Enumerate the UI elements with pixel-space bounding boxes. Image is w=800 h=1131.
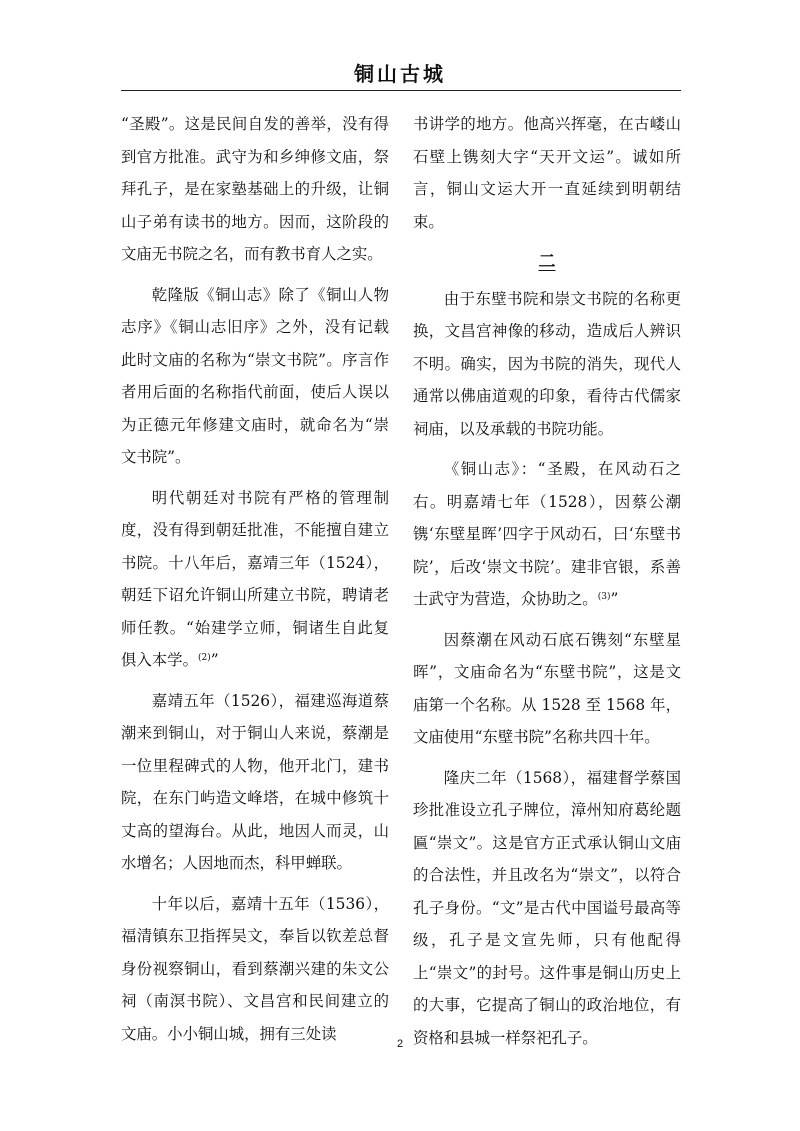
left-column — [121, 108, 389, 1058]
paragraph: 隆庆二年（1568），福建督学蔡国珍批准设立孔子牌位，漳州知府葛纶题匾“崇文”。这是官方正式承认铜山文庙的合法性，并且改名为“崇文”，以符合孔子身份。“文”是古代中国谥号最高等级，孔子是文宣先师，只有他配得上“崇文”的封号。这件事是铜山历史上的大事，它提高了铜山的政治地位，有资格和县城一样祭祀孔子。 — [413, 768, 681, 1047]
paragraph: 乾隆版《铜山志》除了《铜山人物志序》《铜山志旧序》之外，没有记载此时文庙的名称为“崇文书院”。序言作者用后面的名称指代前面，使后人误以为正德元年修建文庙时，就命名为“崇文书院”。 — [121, 285, 389, 466]
paragraph: 由于东壁书院和崇文书院的名称更换，文昌宫神像的移动，造成后人辨识不明。确实，因为书院的消失，现代人通常以佛庙道观的印象，看待古代儒家祠庙，以及承载的书院功能。 — [413, 289, 681, 438]
right-column — [413, 108, 681, 1062]
paragraph-text: 明代朝廷对书院有严格的管理制度，没有得到朝廷批准，不能擅自建立书院。十八年后，嘉靖三年（1524），朝廷下诏允许铜山所建立书院，聘请老师任教。“始建学立师，铜诸生自此复俱入本学。 — [121, 488, 389, 669]
closing-quote: ” — [210, 651, 219, 669]
paragraph-text: 《铜山志》：“圣殿，在风动石之右。明嘉靖七年（1528），因蔡公潮镌‘东壁星晖’四字于风动石，曰‘东壁书院’，后改‘崇文书院’。建非官银，系善士武守为营造，众协助之。 — [413, 460, 681, 608]
paragraph — [121, 482, 389, 677]
page-number: 2 — [396, 1038, 404, 1050]
closing-quote: ” — [610, 590, 619, 608]
paragraph: 书讲学的地方。他高兴挥毫，在古嵝山石壁上镌刻大字“天开文运”。诚如所言，铜山文运大开一直延续到明朝结束。 — [413, 115, 681, 231]
footnote-marker: (3) — [597, 592, 611, 602]
paragraph: 因蔡潮在风动石底石镌刻“东壁星晖”，文庙命名为“东壁书院”，这是文庙第一个名称。从 1528 至 1568 年，文庙使用“东壁书院”名称共四十年。 — [413, 630, 681, 746]
paragraph: “圣殿”。这是民间自发的善举，没有得到官方批准。武守为和乡绅修文庙，祭拜孔子，是在家塾基础上的升级，让铜山子弟有读书的地方。因而，这阶段的文庙无书院之名，而有教书育人之实。 — [121, 115, 389, 263]
paragraph: 十年以后，嘉靖十五年（1536），福清镇东卫指挥吴文，奉旨以钦差总督身份视察铜山，看到蔡潮兴建的朱文公祠（南溟书院）、文昌宫和民间建立的文庙。小小铜山城，拥有三处读 — [121, 894, 389, 1043]
running-header: 铜山古城 — [354, 62, 446, 86]
paragraph — [413, 453, 681, 616]
header-rule — [121, 90, 681, 91]
section-heading: 二 — [538, 252, 556, 272]
footnote-marker: (2) — [197, 653, 211, 663]
paragraph: 嘉靖五年（1526），福建巡海道蔡潮来到铜山，对于铜山人来说，蔡潮是一位里程碑式的人物，他开北门，建书院，在东门屿造文峰塔，在城中修筑十丈高的望海台。从此，地因人而灵，山水增名；人因地而杰，科甲蝉联。 — [121, 691, 389, 872]
